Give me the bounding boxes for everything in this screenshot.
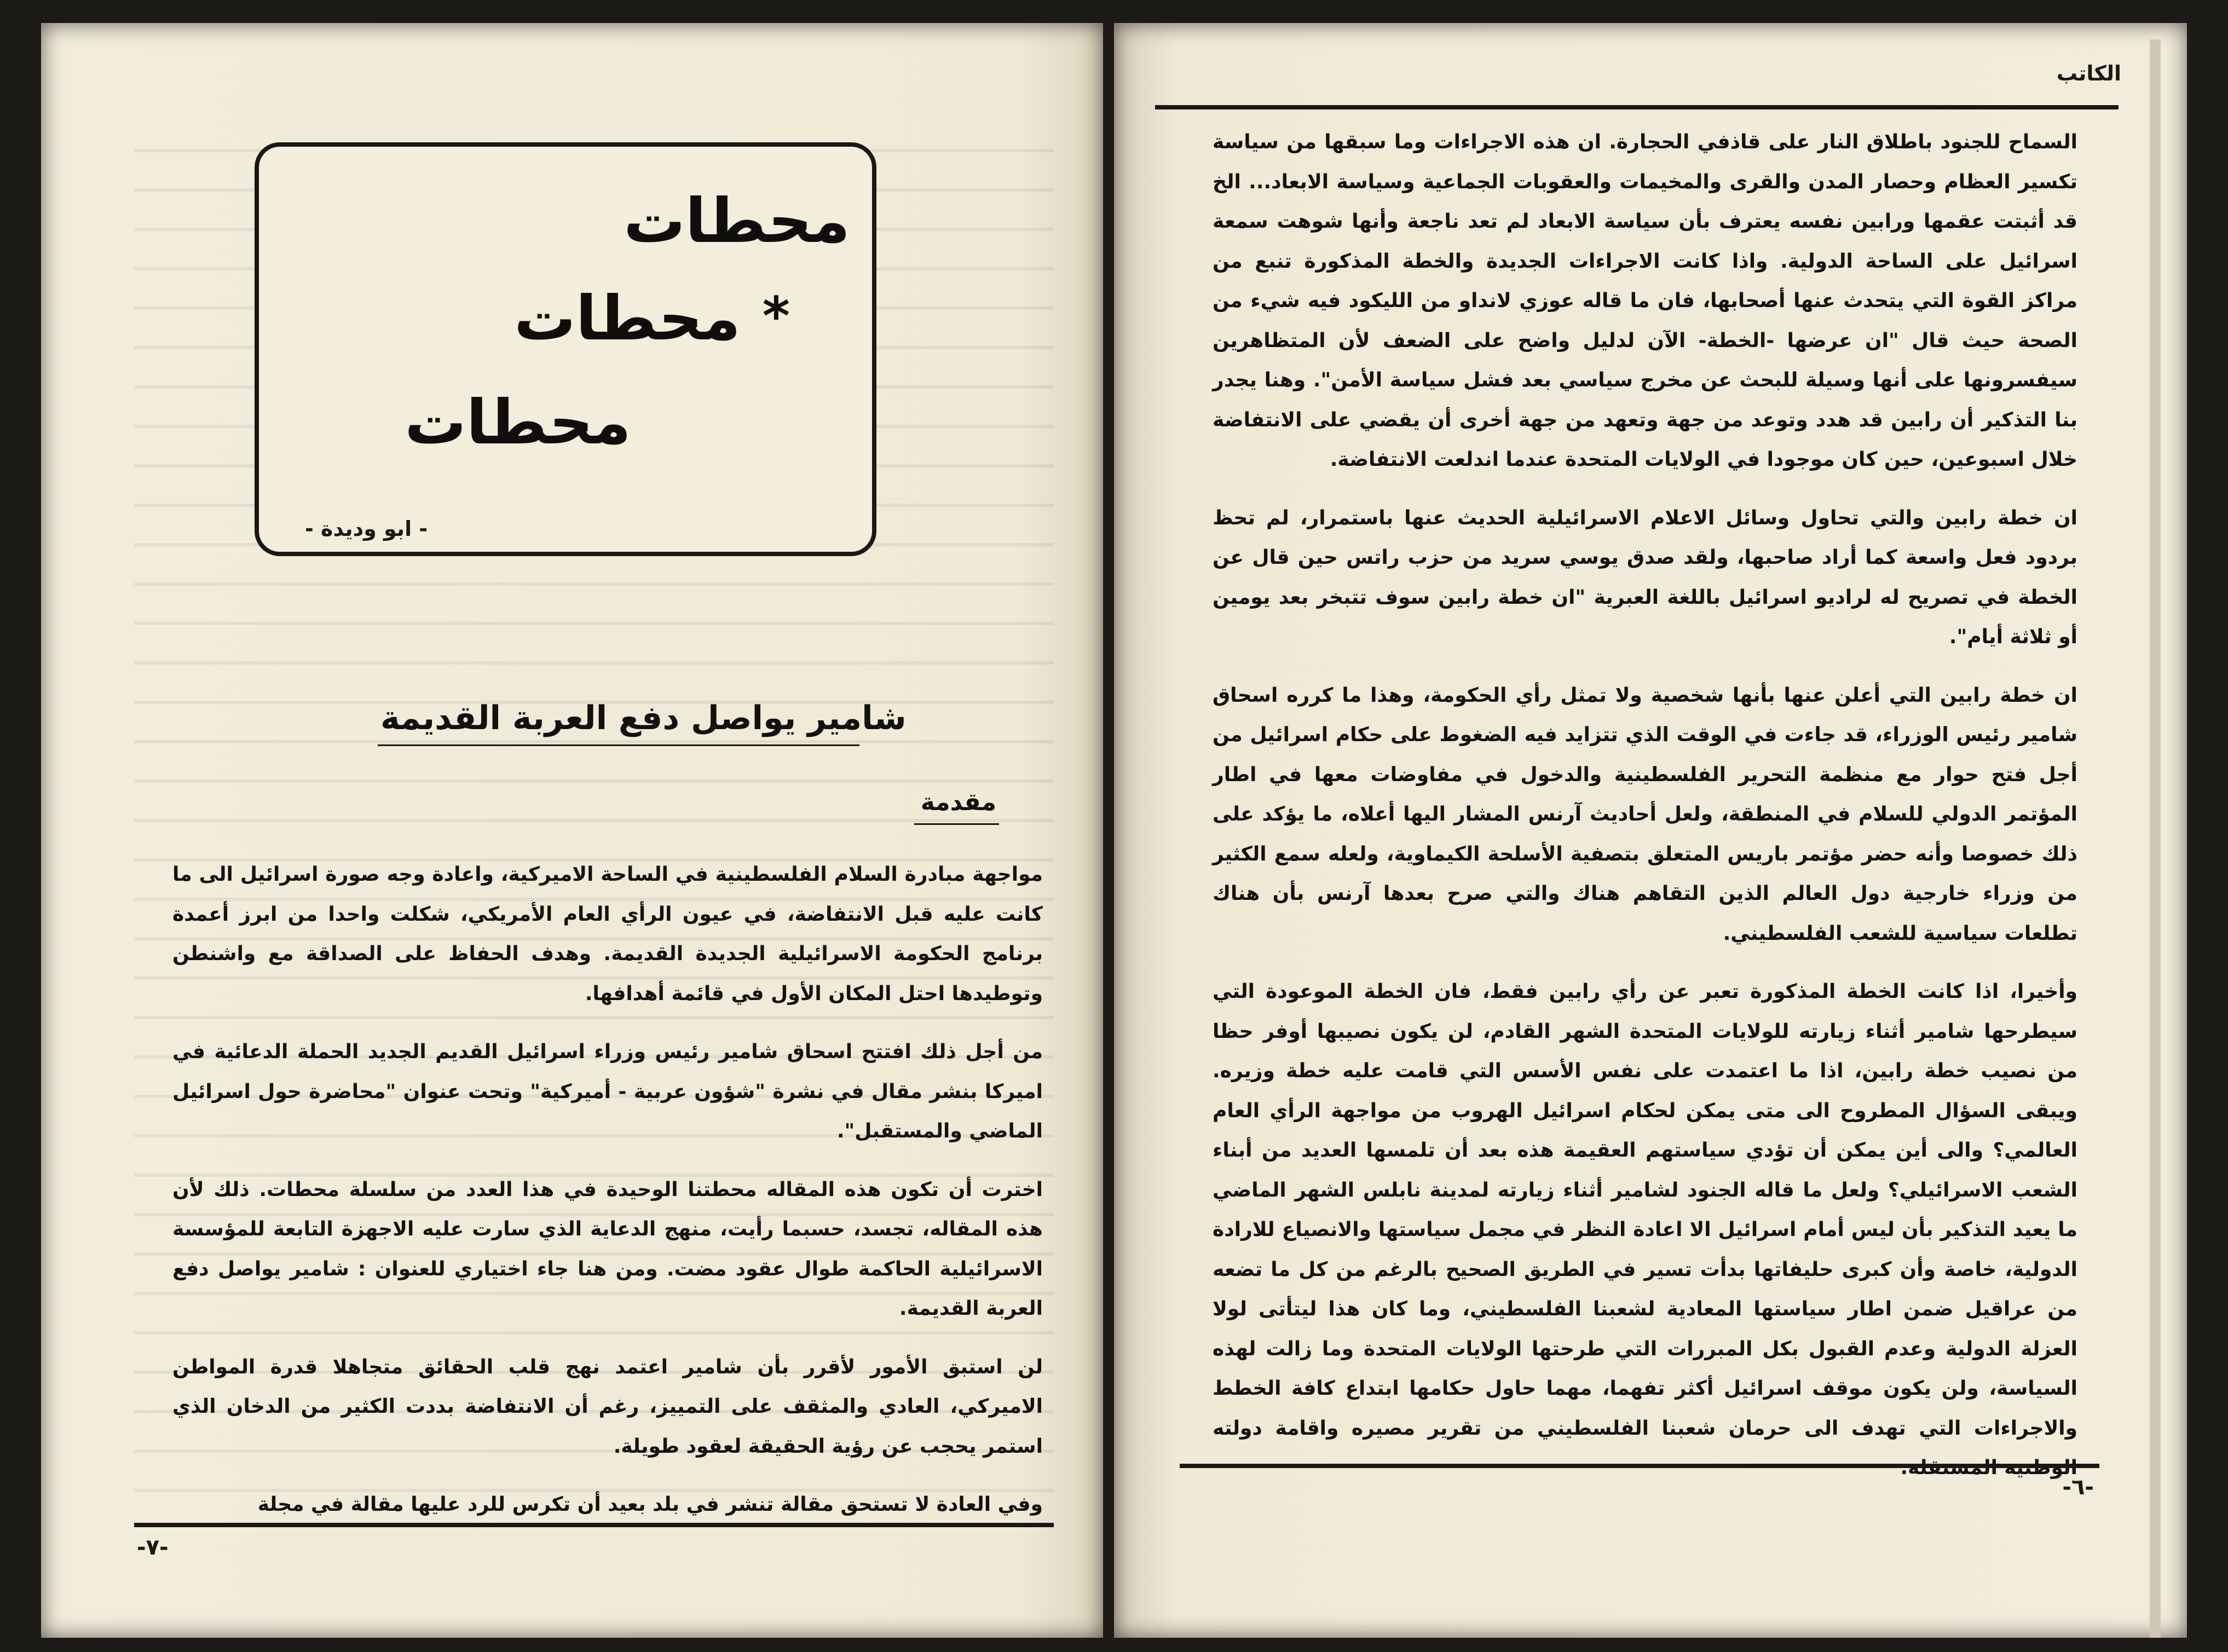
column-title-box: [255, 142, 876, 556]
author-byline: - ابو وديدة -: [298, 517, 434, 541]
running-head: الكاتب: [2056, 61, 2121, 85]
footer-rule: [1180, 1464, 2099, 1468]
paragraph: مواجهة مبادرة السلام الفلسطينية في الساحة الاميركية، واعادة وجه صورة اسرائيل الى ما كانت عليه قبل الانتفاضة، في عيون الرأي العام الأمريكي، شكلت واحدا من ابرز أعمدة برنامج الحكومة الاسرائيلية الجديدة القديمة. وهدف الحفاظ على الصداقة مع واشنطن وتوطيدها احتل المكان الأول في قائمة أهدافها.: [172, 863, 1043, 1005]
title-underline: [378, 744, 859, 746]
left-page: [41, 23, 1103, 1638]
column-title-line2: محطات: [514, 283, 741, 354]
section-subhead: مقدمة: [920, 788, 996, 816]
right-page: [1114, 23, 2187, 1638]
paragraph: اخترت أن تكون هذه المقاله محطتنا الوحيدة في هذا العدد من سلسلة محطات. ذلك لأن هذه المقاله، تجسد، حسبما رأيت، منهج الدعاية الذي سارت عليه الاجهزة التابعة للمؤسسة الاسرائيلية الحاكمة طوال عقود مضت. ومن هنا جاء اختياري للعنوان : شامير يواصل دفع العربة القديمة.: [172, 1178, 1043, 1320]
paragraph: ان خطة رابين والتي تحاول وسائل الاعلام الاسرائيلية الحديث عنها باستمرار، لم تحظ بردود فعل واسعة كما أراد صاحبها، ولقد صدق يوسي سريد من حزب راتس حين قال عن الخطة في تصريح له لراديو اسرائيل باللغة العبرية "ان خطة رابين سوف تتبخر بعد يومين أو ثلاثة أيام".: [1213, 506, 2077, 648]
paragraph: لن استبق الأمور لأقرر بأن شامير اعتمد نهج قلب الحقائق متجاهلا قدرة المواطن الاميركي، العادي والمثقف على التمييز، رغم أن الانتفاضة بددت الكثير من الدخان الذي استمر يحجب عن رؤية الحقيقة لعقود طويلة.: [172, 1355, 1043, 1458]
page-number: -٧-: [137, 1535, 169, 1560]
column-title-line1: محطات: [624, 186, 850, 257]
left-body-text: [172, 855, 1043, 1544]
right-body-text: [1213, 123, 2077, 1507]
paragraph: ان خطة رابين التي أعلن عنها بأنها شخصية ولا تمثل رأي الحكومة، وهذا ما كرره اسحاق شامير رئيس الوزراء، قد جاءت في الوقت الذي تتزايد فيه الضغوط على حكام اسرائيل من أجل فتح حوار مع منظمة التحرير الفلسطينية والدخول في مفاوضات معها في اطار المؤتمر الدولي للسلام في المنطقة، ولعل أحاديث آرنس المشار اليها أعلاه، ما يؤكد على ذلك خصوصا وأنه حضر مؤتمر باريس المتعلق بتصفية الأسلحة الكيماوية، ولعله سمع الكثير من وزراء خارجية دول العالم الذين التقاهم هناك والتي صرح بعدها آرنس بأن هناك تطلعات سياسية للشعب الفلسطيني.: [1213, 684, 2077, 945]
paragraph: وأخيرا، اذا كانت الخطة المذكورة تعبر عن رأي رابين فقط، فان الخطة الموعودة التي سيطرحها شامير أثناء زيارته للولايات المتحدة الشهر القادم، لن يكون نصيبها أوفر حظا من نصيب خطة رابين، اذا ما اعتمدت على نفس الأسس التي قامت عليه خطة وزيره. ويبقى السؤال المطروح الى متى يمكن لحكام اسرائيل الهروب من مواجهة الرأي العام العالمي؟ والى أين يمكن أن تؤدي سياستهم العقيمة هذه بعد أن تلمسها العديد من أبناء الشعب الاسرائيلي؟ ولعل ما قاله الجنود لشامير أثناء زيارته لمدينة نابلس الشهر الماضي ما يعيد التذكير بأن ليس أمام اسرائيل الا اعادة النظر في مجمل سياستها والانصياع للارادة الدولية، خاصة وأن كبرى حليفاتها بدأت تسير في الطريق الصحيح بالرغم من كل ما تضعه من عراقيل ضمن اطار سياستها المعادية لشعبنا الفلسطيني، وما كان هذا ليتأتى لولا العزلة الدولية وعدم القبول بكل المبررات التي طرحتها الولايات المتحدة وما زالت لهذه السياسة، ولن يكون موقف اسرائيل أكثر تفهما، مهما حاول حكامها ابتداع كافة الخطط والاجراءات التي تهدف الى حرمان شعبنا الفلسطيني من تقرير مصيره واقامة دولته: [1213, 980, 2077, 1440]
page-edge: [2150, 39, 2161, 1638]
article-title: شامير يواصل دفع العربة القديمة: [380, 699, 907, 737]
subhead-underline: [914, 823, 999, 825]
paragraph: وفي العادة لا تستحق مقالة تنشر في بلد بعيد أن تكرس للرد عليها مقالة في مجلة: [257, 1493, 1043, 1516]
paragraph: من أجل ذلك افتتح اسحاق شامير رئيس وزراء اسرائيل القديم الجديد الحملة الدعائية في اميركا بنشر مقال في نشرة "شؤون عربية - أميركية" وتحت عنوان "محاضرة حول اسرائيل الماضي والمستقبل".: [172, 1041, 1043, 1142]
header-rule: [1155, 105, 2119, 109]
page-number: -٦-: [2062, 1475, 2094, 1500]
footer-rule: [134, 1523, 1054, 1527]
star-ornament: *: [762, 286, 790, 347]
column-title-line3: محطات: [405, 387, 631, 458]
paragraph: السماح للجنود باطلاق النار على قاذفي الحجارة. ان هذه الاجراءات وما سبقها من سياسة تكسير العظام وحصار المدن والقرى والمخيمات والعقوبات الجماعية وسياسة الابعاد... الخ قد أثبتت عقمها ورابين نفسه يعترف بأن سياسة الابعاد لم تعد ناجعة وأنها شوهت سمعة اسرائيل على الساحة الدولية. واذا كانت الاجراءات الجديدة والخطة المذكورة تنبع من مراكز القوة التي يتحدث عنها أصحابها، فان ما قاله عوزي لانداو من الليكود فيه شيء من الصحة حيث قال "ان عرضها -الخطة- الآن لدليل واضح على الضعف لأن المتظاهرين سيفسرونها على أنها وسيلة للبحث عن مخرج سياسي بعد فشل سياسة الأمن". وهنا يجدر بنا التذكير أن رابين قد هدد وتوعد من جهة وتعهد من جهة أخرى أن يقضي على الانتفاضة خلال اسبوعين، حين كان موجودا في الولايات المتحدة عندما اندلعت الانتفاضة.: [1213, 131, 2077, 471]
